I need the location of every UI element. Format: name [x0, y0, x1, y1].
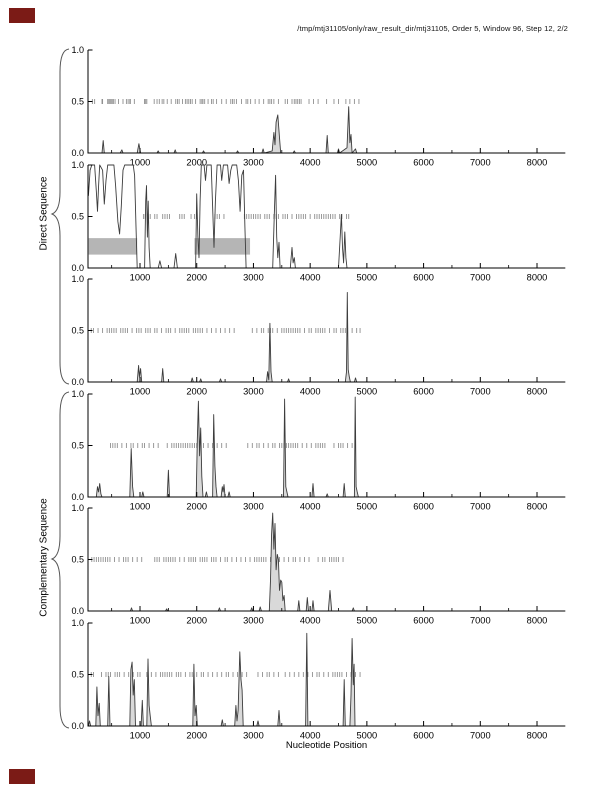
- y-tick-label: 0.0: [71, 606, 84, 617]
- x-tick-label: 3000: [243, 501, 264, 511]
- x-tick-label: 5000: [356, 501, 378, 511]
- x-tick-label: 3000: [243, 272, 264, 282]
- chart-panel-direct-panel-2: [0, 159, 612, 291]
- x-tick-label: 2000: [186, 730, 208, 740]
- trace-fill: [88, 397, 565, 497]
- chart-panel-direct-panel-1: [0, 44, 612, 176]
- y-tick-label: 0.0: [71, 262, 84, 273]
- y-tick-label: 1.0: [71, 45, 84, 56]
- probability-trace: [88, 633, 565, 726]
- x-tick-label: 2000: [186, 501, 208, 511]
- y-tick-label: 1.0: [71, 503, 84, 514]
- trace-fill: [88, 513, 565, 611]
- x-tick-label: 8000: [526, 615, 548, 626]
- y-tick-label: 0.5: [71, 669, 84, 680]
- x-tick-label: 7000: [469, 501, 491, 511]
- x-tick-label: 2000: [186, 157, 208, 168]
- page-corner-marker-top: [9, 8, 35, 23]
- probability-trace: [88, 513, 565, 611]
- x-tick-label: 2000: [186, 386, 208, 397]
- x-tick-label: 6000: [413, 272, 434, 282]
- y-tick-label: 0.0: [71, 491, 84, 502]
- x-tick-label: 6000: [413, 615, 434, 626]
- x-axis-label: Nucleotide Position: [285, 740, 368, 751]
- x-tick-label: 3000: [243, 615, 264, 626]
- group-label-direct-sequence: Direct Sequence: [38, 176, 50, 251]
- x-tick-label: 7000: [469, 730, 491, 740]
- y-tick-label: 1.0: [71, 159, 84, 170]
- axis-frame: [88, 279, 565, 382]
- x-tick-label: 2000: [186, 272, 208, 282]
- x-tick-label: 3000: [243, 386, 264, 397]
- y-tick-label: 0.0: [71, 377, 84, 388]
- x-tick-label: 5000: [356, 157, 378, 168]
- chart-panel-complementary-panel-3: [0, 617, 612, 749]
- x-tick-label: 1000: [129, 501, 151, 511]
- x-tick-label: 6000: [413, 501, 434, 511]
- x-tick-label: 8000: [526, 730, 548, 740]
- x-tick-label: 6000: [413, 730, 434, 740]
- x-tick-label: 4000: [299, 730, 321, 740]
- x-tick-label: 8000: [526, 272, 548, 282]
- x-tick-label: 1000: [129, 615, 151, 626]
- y-tick-label: 1.0: [71, 388, 84, 399]
- x-tick-label: 7000: [469, 157, 491, 168]
- trace-fill: [88, 633, 565, 726]
- x-tick-label: 5000: [356, 730, 378, 740]
- y-tick-label: 0.0: [71, 148, 84, 159]
- probability-trace: [88, 165, 565, 268]
- y-tick-label: 0.5: [71, 554, 84, 565]
- x-tick-label: 4000: [299, 272, 321, 282]
- x-tick-label: 4000: [299, 501, 321, 511]
- group-label-complementary-sequence: Complementary Sequence: [38, 498, 50, 617]
- x-tick-label: 6000: [413, 157, 434, 168]
- page-corner-marker-bottom: [9, 769, 35, 784]
- x-tick-label: 7000: [469, 615, 491, 626]
- x-tick-label: 3000: [243, 730, 264, 740]
- y-tick-label: 0.5: [71, 325, 84, 336]
- y-tick-label: 0.5: [71, 211, 84, 222]
- axis-frame: [88, 623, 565, 726]
- x-tick-label: 1000: [129, 730, 151, 740]
- x-tick-label: 4000: [299, 615, 321, 626]
- axis-frame: [88, 394, 565, 497]
- trace-fill: [88, 292, 565, 382]
- chart-panel-complementary-panel-2: [0, 502, 612, 634]
- x-tick-label: 5000: [356, 615, 378, 626]
- x-tick-label: 4000: [299, 157, 321, 168]
- x-tick-label: 5000: [356, 386, 378, 397]
- x-tick-label: 4000: [299, 386, 321, 397]
- y-tick-label: 1.0: [71, 617, 84, 628]
- x-tick-label: 8000: [526, 157, 548, 168]
- y-tick-label: 0.5: [71, 96, 84, 107]
- page-title: /tmp/mtj31105/only/raw_result_dir/mtj31105, Order 5, Window 96, Step 12, 2/2: [297, 24, 568, 33]
- y-tick-label: 1.0: [71, 274, 84, 285]
- x-tick-label: 1000: [129, 157, 151, 168]
- x-tick-label: 2000: [186, 615, 208, 626]
- y-tick-label: 0.5: [71, 440, 84, 451]
- x-tick-label: 5000: [356, 272, 378, 282]
- probability-trace: [88, 107, 565, 153]
- probability-trace: [88, 397, 565, 497]
- highlight-band: [194, 238, 250, 254]
- y-tick-label: 0.0: [71, 720, 84, 731]
- axis-frame: [88, 165, 565, 268]
- x-tick-label: 1000: [129, 272, 151, 282]
- x-tick-label: 7000: [469, 272, 491, 282]
- x-tick-label: 7000: [469, 386, 491, 397]
- x-tick-label: 8000: [526, 501, 548, 511]
- x-tick-label: 1000: [129, 386, 151, 397]
- chart-panel-complementary-panel-1: [0, 388, 612, 520]
- x-tick-label: 8000: [526, 386, 548, 397]
- chart-panel-direct-panel-3: [0, 273, 612, 405]
- probability-trace: [88, 292, 565, 382]
- x-tick-label: 3000: [243, 157, 264, 168]
- x-tick-label: 6000: [413, 386, 434, 397]
- highlight-band: [89, 238, 137, 254]
